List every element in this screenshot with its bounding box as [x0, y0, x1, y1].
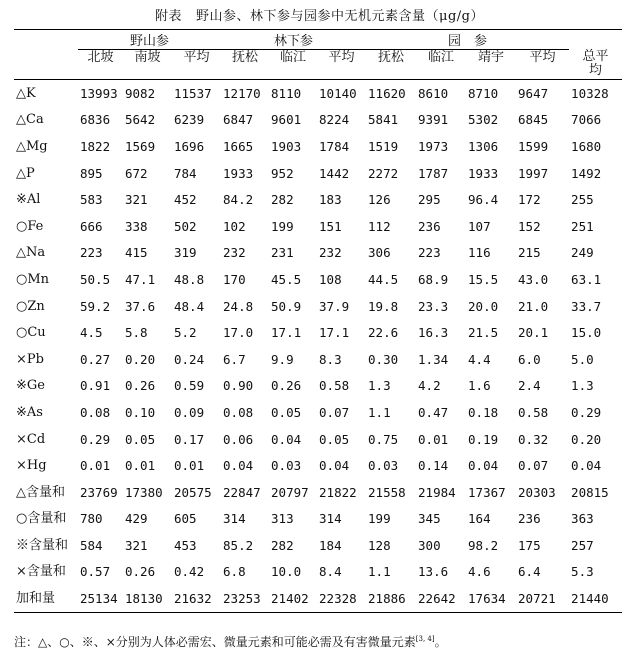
value-cell: 21886 — [366, 585, 416, 612]
header-column-row — [14, 50, 622, 80]
group-header-wild: 野山参 — [78, 30, 221, 50]
value-cell: 1696 — [174, 138, 205, 154]
header-corner-right — [569, 30, 622, 50]
value-cell: 8610 — [416, 80, 466, 107]
value-cell: 128 — [368, 537, 391, 553]
element-label: △Ca — [16, 112, 44, 128]
sum-label: 加和量 — [14, 585, 78, 612]
element-row — [14, 107, 622, 134]
value-cell: 0.20 — [571, 431, 602, 447]
element-label: △P — [16, 165, 35, 181]
value-cell: 257 — [571, 537, 594, 553]
value-cell: 20.0 — [468, 298, 499, 314]
value-cell: 223 — [418, 245, 441, 261]
value-cell: 37.9 — [319, 298, 350, 314]
value-cell: 236 — [418, 218, 441, 234]
value-cell: 0.09 — [174, 404, 205, 420]
value-cell: 23.3 — [418, 298, 449, 314]
value-cell: 22642 — [416, 585, 466, 612]
value-cell: 780 — [80, 511, 103, 527]
value-cell: 50.5 — [80, 271, 111, 287]
value-cell: 0.01 — [418, 431, 449, 447]
sum-label: ×含量和 — [16, 564, 66, 580]
column-header: 北坡 — [87, 50, 114, 65]
value-cell: 0.04 — [223, 458, 254, 474]
value-cell: 4.2 — [418, 378, 441, 394]
value-cell: 306 — [368, 245, 391, 261]
value-cell: 0.75 — [368, 431, 399, 447]
value-cell: 0.90 — [223, 378, 254, 394]
value-cell: 0.27 — [80, 351, 111, 367]
value-cell: 20815 — [571, 484, 609, 500]
value-cell: 952 — [271, 165, 294, 181]
value-cell: 0.91 — [80, 378, 111, 394]
value-cell: 13993 — [78, 80, 123, 107]
value-cell: 12170 — [221, 80, 269, 107]
value-cell: 1519 — [368, 138, 399, 154]
element-label: ※As — [16, 404, 43, 420]
element-label: ※Ge — [16, 378, 45, 394]
value-cell: 6836 — [80, 112, 111, 128]
value-cell: 0.05 — [271, 404, 302, 420]
value-cell: 300 — [418, 537, 441, 553]
column-header: 南坡 — [134, 50, 161, 65]
value-cell: 84.2 — [223, 192, 254, 208]
value-cell: 18130 — [123, 585, 172, 612]
column-header: 平均 — [328, 50, 355, 65]
value-cell: 15.0 — [571, 325, 602, 341]
value-cell: 249 — [571, 245, 594, 261]
value-cell: 8110 — [269, 80, 317, 107]
value-cell: 1680 — [571, 138, 602, 154]
value-cell: 1933 — [223, 165, 254, 181]
element-row — [14, 213, 622, 240]
value-cell: 102 — [223, 218, 246, 234]
value-cell: 295 — [418, 192, 441, 208]
value-cell: 48.4 — [174, 298, 205, 314]
value-cell: 23253 — [221, 585, 269, 612]
value-cell: 112 — [368, 218, 391, 234]
element-label: ※Al — [16, 192, 41, 208]
element-row — [14, 240, 622, 267]
value-cell: 1787 — [418, 165, 449, 181]
value-cell: 24.8 — [223, 298, 254, 314]
value-cell: 313 — [271, 511, 294, 527]
value-cell: 85.2 — [223, 537, 254, 553]
header-corner — [14, 30, 78, 50]
value-cell: 0.20 — [125, 351, 156, 367]
value-cell: 0.30 — [368, 351, 399, 367]
value-cell: 4.5 — [80, 325, 103, 341]
value-cell: 236 — [518, 511, 541, 527]
value-cell: 251 — [571, 218, 594, 234]
element-row — [14, 293, 622, 320]
value-cell: 1492 — [571, 165, 602, 181]
value-cell: 9647 — [516, 80, 569, 107]
value-cell: 11537 — [172, 80, 221, 107]
value-cell: 17634 — [466, 585, 516, 612]
value-cell: 23769 — [80, 484, 118, 500]
element-row — [14, 160, 622, 187]
value-cell: 6.7 — [223, 351, 246, 367]
sum-row — [14, 585, 622, 612]
value-cell: 2272 — [368, 165, 399, 181]
sum-label: ○含量和 — [16, 511, 67, 527]
value-cell: 8.3 — [319, 351, 342, 367]
footnote-ref: [3, 4] — [415, 635, 435, 643]
column-header: 抚松 — [378, 50, 405, 65]
value-cell: 0.04 — [468, 458, 499, 474]
value-cell: 21.0 — [518, 298, 549, 314]
value-cell: 22.6 — [368, 325, 399, 341]
element-label: ×Hg — [16, 458, 47, 474]
value-cell: 1.3 — [368, 378, 391, 394]
sum-row — [14, 479, 622, 506]
element-row — [14, 319, 622, 346]
footnote-text: 注：△、○、※、×分别为人体必需宏、微量元素和可能必需及有害微量元素 — [14, 635, 416, 649]
value-cell: 107 — [468, 218, 491, 234]
sum-row — [14, 559, 622, 586]
value-cell: 17367 — [468, 484, 506, 500]
value-cell: 314 — [319, 511, 342, 527]
value-cell: 5.8 — [125, 325, 148, 341]
value-cell: 1.34 — [418, 351, 449, 367]
value-cell: 215 — [518, 245, 541, 261]
value-cell: 452 — [174, 192, 197, 208]
value-cell: 0.01 — [174, 458, 205, 474]
value-cell: 0.05 — [125, 431, 156, 447]
value-cell: 1.3 — [571, 378, 594, 394]
value-cell: 583 — [80, 192, 103, 208]
value-cell: 10140 — [317, 80, 366, 107]
value-cell: 21822 — [319, 484, 357, 500]
value-cell: 199 — [271, 218, 294, 234]
value-cell: 17380 — [125, 484, 163, 500]
value-cell: 0.07 — [319, 404, 350, 420]
element-label: ×Cd — [16, 431, 46, 447]
value-cell: 8710 — [466, 80, 516, 107]
value-cell: 0.58 — [518, 404, 549, 420]
value-cell: 672 — [125, 165, 148, 181]
value-cell: 415 — [125, 245, 148, 261]
value-cell: 5.3 — [571, 564, 594, 580]
value-cell: 151 — [319, 218, 342, 234]
sum-row — [14, 506, 622, 533]
value-cell: 4.4 — [468, 351, 491, 367]
value-cell: 175 — [518, 537, 541, 553]
column-header: 总平均 — [582, 48, 609, 78]
value-cell: 4.6 — [468, 564, 491, 580]
value-cell: 0.42 — [174, 564, 205, 580]
value-cell: 19.8 — [368, 298, 399, 314]
value-cell: 1306 — [468, 138, 499, 154]
value-cell: 502 — [174, 218, 197, 234]
value-cell: 0.14 — [418, 458, 449, 474]
element-label: △Mg — [16, 138, 48, 154]
header-group-row — [14, 30, 622, 50]
value-cell: 2.4 — [518, 378, 541, 394]
value-cell: 0.29 — [571, 404, 602, 420]
element-row — [14, 346, 622, 373]
value-cell: 1822 — [80, 138, 111, 154]
value-cell: 0.08 — [223, 404, 254, 420]
value-cell: 429 — [125, 511, 148, 527]
value-cell: 22328 — [317, 585, 366, 612]
value-cell: 20575 — [174, 484, 212, 500]
data-table — [14, 29, 622, 613]
value-cell: 0.01 — [80, 458, 111, 474]
column-header: 抚松 — [232, 50, 259, 65]
value-cell: 59.2 — [80, 298, 111, 314]
element-row — [14, 452, 622, 479]
element-row — [14, 426, 622, 453]
value-cell: 1.6 — [468, 378, 491, 394]
element-row — [14, 399, 622, 426]
value-cell: 11620 — [366, 80, 416, 107]
value-cell: 255 — [571, 192, 594, 208]
sum-label: ※含量和 — [16, 537, 69, 553]
value-cell: 1997 — [518, 165, 549, 181]
value-cell: 282 — [271, 192, 294, 208]
value-cell: 5.0 — [571, 351, 594, 367]
value-cell: 0.01 — [125, 458, 156, 474]
table-caption — [0, 5, 639, 24]
value-cell: 183 — [319, 192, 342, 208]
value-cell: 21440 — [569, 585, 622, 612]
value-cell: 0.18 — [468, 404, 499, 420]
value-cell: 116 — [468, 245, 491, 261]
column-header: 临江 — [280, 50, 307, 65]
value-cell: 108 — [319, 271, 342, 287]
value-cell: 37.6 — [125, 298, 156, 314]
value-cell: 43.0 — [518, 271, 549, 287]
element-label: ○Mn — [16, 271, 50, 287]
value-cell: 98.2 — [468, 537, 499, 553]
value-cell: 6.4 — [518, 564, 541, 580]
value-cell: 13.6 — [418, 564, 449, 580]
value-cell: 0.26 — [125, 564, 156, 580]
value-cell: 223 — [80, 245, 103, 261]
value-cell: 9601 — [271, 112, 302, 128]
value-cell: 170 — [223, 271, 246, 287]
value-cell: 321 — [125, 537, 148, 553]
value-cell: 63.1 — [571, 271, 602, 287]
value-cell: 0.58 — [319, 378, 350, 394]
group-header-forest: 林下参 — [221, 30, 366, 50]
value-cell: 126 — [368, 192, 391, 208]
value-cell: 20797 — [271, 484, 309, 500]
value-cell: 0.17 — [174, 431, 205, 447]
value-cell: 321 — [125, 192, 148, 208]
value-cell: 345 — [418, 511, 441, 527]
value-cell: 45.5 — [271, 271, 302, 287]
sum-label: △含量和 — [16, 484, 65, 500]
value-cell: 0.05 — [319, 431, 350, 447]
value-cell: 20721 — [516, 585, 569, 612]
value-cell: 0.26 — [271, 378, 302, 394]
value-cell: 68.9 — [418, 271, 449, 287]
value-cell: 0.59 — [174, 378, 205, 394]
value-cell: 21632 — [172, 585, 221, 612]
value-cell: 25134 — [78, 585, 123, 612]
value-cell: 1973 — [418, 138, 449, 154]
column-header: 临江 — [428, 50, 455, 65]
value-cell: 605 — [174, 511, 197, 527]
value-cell: 152 — [518, 218, 541, 234]
value-cell: 232 — [319, 245, 342, 261]
value-cell: 0.04 — [319, 458, 350, 474]
value-cell: 0.24 — [174, 351, 205, 367]
value-cell: 48.8 — [174, 271, 205, 287]
value-cell: 9082 — [123, 80, 172, 107]
value-cell: 44.5 — [368, 271, 399, 287]
value-cell: 6.8 — [223, 564, 246, 580]
value-cell: 33.7 — [571, 298, 602, 314]
column-header: 平均 — [529, 50, 556, 65]
value-cell: 184 — [319, 537, 342, 553]
element-label: ○Fe — [16, 218, 44, 234]
value-cell: 21558 — [368, 484, 406, 500]
value-cell: 0.19 — [468, 431, 499, 447]
value-cell: 0.10 — [125, 404, 156, 420]
value-cell: 319 — [174, 245, 197, 261]
value-cell: 338 — [125, 218, 148, 234]
value-cell: 584 — [80, 537, 103, 553]
value-cell: 50.9 — [271, 298, 302, 314]
value-cell: 22847 — [223, 484, 261, 500]
value-cell: 0.07 — [518, 458, 549, 474]
column-header: 靖宇 — [478, 50, 505, 65]
value-cell: 0.47 — [418, 404, 449, 420]
value-cell: 164 — [468, 511, 491, 527]
column-header: 平均 — [183, 50, 210, 65]
value-cell: 6239 — [174, 112, 205, 128]
value-cell: 7066 — [571, 112, 602, 128]
column-header-label — [14, 50, 78, 80]
sum-row — [14, 532, 622, 559]
value-cell: 0.03 — [368, 458, 399, 474]
value-cell: 231 — [271, 245, 294, 261]
footnote — [14, 633, 447, 650]
value-cell: 8.4 — [319, 564, 342, 580]
value-cell: 5.2 — [174, 325, 197, 341]
value-cell: 282 — [271, 537, 294, 553]
value-cell: 96.4 — [468, 192, 499, 208]
table-body — [14, 30, 622, 613]
element-row — [14, 133, 622, 160]
group-header-garden: 园 参 — [366, 30, 569, 50]
value-cell: 5642 — [125, 112, 156, 128]
value-cell: 6.0 — [518, 351, 541, 367]
value-cell: 9.9 — [271, 351, 294, 367]
value-cell: 1569 — [125, 138, 156, 154]
caption-label: 附表 — [155, 9, 183, 24]
value-cell: 0.26 — [125, 378, 156, 394]
value-cell: 21402 — [269, 585, 317, 612]
value-cell: 16.3 — [418, 325, 449, 341]
value-cell: 17.1 — [319, 325, 350, 341]
value-cell: 10328 — [569, 80, 622, 107]
value-cell: 10.0 — [271, 564, 302, 580]
element-label: △Na — [16, 245, 46, 261]
value-cell: 5841 — [368, 112, 399, 128]
value-cell: 199 — [368, 511, 391, 527]
element-label: ○Cu — [16, 325, 46, 341]
value-cell: 0.29 — [80, 431, 111, 447]
value-cell: 0.32 — [518, 431, 549, 447]
value-cell: 1903 — [271, 138, 302, 154]
value-cell: 1784 — [319, 138, 350, 154]
value-cell: 47.1 — [125, 271, 156, 287]
value-cell: 0.57 — [80, 564, 111, 580]
value-cell: 1599 — [518, 138, 549, 154]
value-cell: 6845 — [518, 112, 549, 128]
value-cell: 895 — [80, 165, 103, 181]
value-cell: 6847 — [223, 112, 254, 128]
element-row — [14, 373, 622, 400]
value-cell: 784 — [174, 165, 197, 181]
value-cell: 1442 — [319, 165, 350, 181]
value-cell: 20.1 — [518, 325, 549, 341]
value-cell: 1.1 — [368, 404, 391, 420]
value-cell: 0.03 — [271, 458, 302, 474]
value-cell: 20303 — [518, 484, 556, 500]
value-cell: 9391 — [418, 112, 449, 128]
value-cell: 1.1 — [368, 564, 391, 580]
value-cell: 453 — [174, 537, 197, 553]
value-cell: 1933 — [468, 165, 499, 181]
element-label: ×Pb — [16, 351, 44, 367]
value-cell: 5302 — [468, 112, 499, 128]
value-cell: 0.04 — [571, 458, 602, 474]
value-cell: 172 — [518, 192, 541, 208]
value-cell: 363 — [571, 511, 594, 527]
footnote-tail: 。 — [434, 635, 447, 649]
value-cell: 666 — [80, 218, 103, 234]
caption-title: 野山参、林下参与园参中无机元素含量（μg/g） — [196, 9, 484, 24]
element-row — [14, 80, 622, 107]
element-label: ○Zn — [16, 298, 45, 314]
value-cell: 17.0 — [223, 325, 254, 341]
element-label: △K — [14, 80, 78, 107]
value-cell: 15.5 — [468, 271, 499, 287]
value-cell: 314 — [223, 511, 246, 527]
value-cell: 0.08 — [80, 404, 111, 420]
value-cell: 8224 — [319, 112, 350, 128]
value-cell: 0.04 — [271, 431, 302, 447]
element-row — [14, 266, 622, 293]
value-cell: 17.1 — [271, 325, 302, 341]
value-cell: 21984 — [418, 484, 456, 500]
value-cell: 21.5 — [468, 325, 499, 341]
element-row — [14, 186, 622, 213]
value-cell: 1665 — [223, 138, 254, 154]
value-cell: 0.06 — [223, 431, 254, 447]
value-cell: 232 — [223, 245, 246, 261]
